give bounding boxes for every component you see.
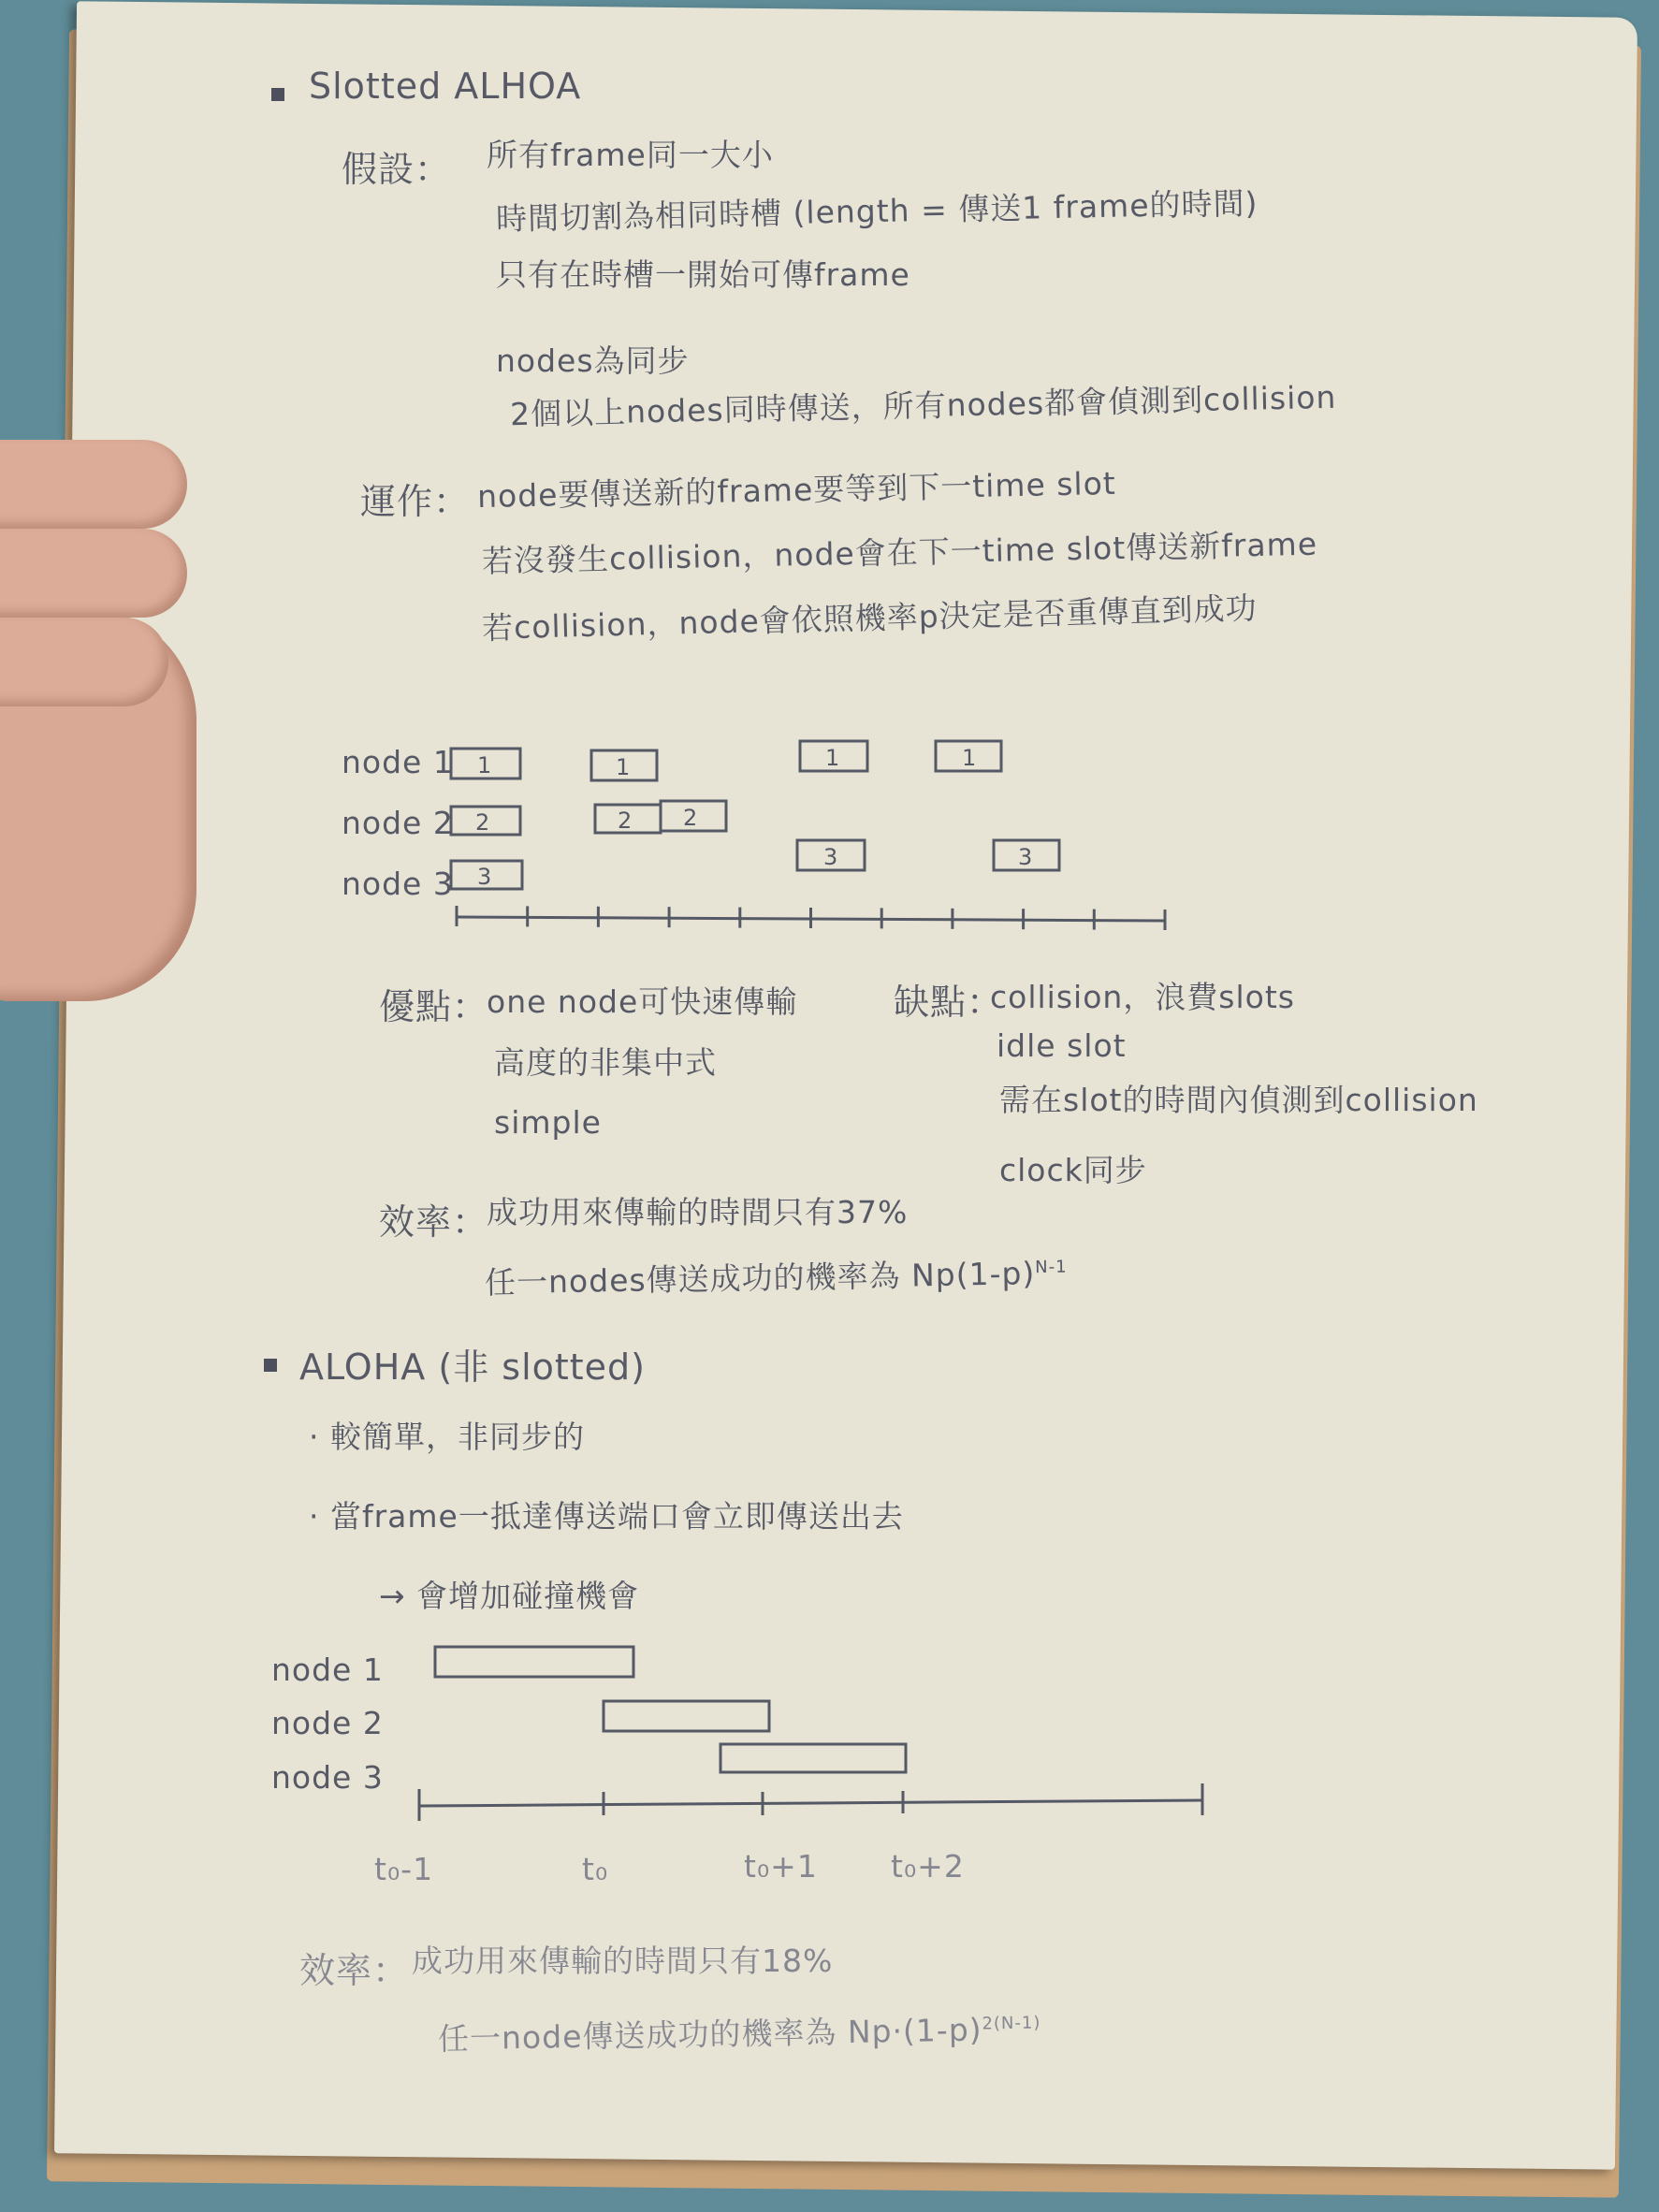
aloha-efficiency-exponent: 2(N-1) [982,2013,1041,2034]
frame-box-label: 3 [477,864,492,890]
aloha-row-label: node 3 [271,1759,384,1796]
slotted-row-label: node 1 [342,744,454,780]
frame-box-label: 1 [825,745,840,771]
assumptions-label: 假設： [342,149,452,190]
frame-box-label: 2 [683,805,698,831]
cons-item: 需在slot的時間內偵測到collision [999,1082,1478,1118]
aloha-row-label: node 1 [271,1652,384,1688]
operation-2: 若沒發生collision，node會在下一time slot傳送新frame [481,525,1318,580]
pros-item: one node可快速傳輸 [487,983,798,1020]
operation-1: node要傳送新的frame要等到下一time slot [476,464,1117,516]
aloha-point: · 當frame一抵達傳送端口會立即傳送出去 [309,1498,904,1535]
assumption-2: 時間切割為相同時槽 (length = 傳送1 frame的時間) [495,184,1259,238]
tick-label: t₀ [582,1851,609,1887]
frame-box-label: 2 [475,809,490,836]
cons-item: clock同步 [999,1152,1147,1188]
assumption-4: nodes為同步 [496,342,690,379]
operation-3: 若collision，node會依照機率p決定是否重傳直到成功 [481,589,1259,647]
tick-label: t₀+1 [744,1848,818,1885]
aloha-point-text: 當frame一抵達傳送端口會立即傳送出去 [329,1498,904,1535]
efficiency-label: 效率： [379,1201,489,1243]
aloha-time-axis [419,1800,1202,1806]
cons-label: 缺點： [894,982,1004,1023]
assumption-5: 2個以上nodes同時傳送，所有nodes都會偵測到collision [509,378,1337,433]
frame-box-label: 3 [1018,844,1033,870]
pros-item: 高度的非集中式 [494,1044,717,1081]
efficiency-line: 成功用來傳輸的時間只有37% [487,1194,909,1230]
cons-item: idle slot [997,1027,1127,1064]
pros-label: 優點： [379,986,489,1027]
assumption-3: 只有在時槽一開始可傳frame [496,256,910,293]
assumption-1: 所有frame同一大小 [487,137,774,173]
slotted-row-label: node 2 [342,805,454,841]
frame-bar-node1 [435,1647,633,1677]
efficiency-exponent: N-1 [1034,1257,1068,1278]
frame-box-label: 1 [477,752,492,779]
section-heading-slotted: Slotted ALHOA [309,65,582,107]
cons-item: collision，浪費slots [990,979,1295,1015]
aloha-efficiency-label: 效率： [299,1950,410,1991]
frame-box-label: 2 [618,808,633,834]
operation-label: 運作： [360,481,471,522]
aloha-point-text: 較簡單，非同步的 [329,1419,585,1455]
slotted-row-label: node 3 [342,866,454,902]
frame-box-label: 1 [962,745,977,771]
arrow-note: → 會增加碰撞機會 [379,1578,640,1614]
tick-label: t₀-1 [374,1851,434,1887]
pros-item: simple [494,1104,602,1141]
frame-bar-node3 [720,1744,906,1772]
aloha-efficiency-line: 成功用來傳輸的時間只有18% [412,1943,834,1979]
frame-box-label: 1 [616,754,631,780]
frame-bar-node2 [604,1701,769,1731]
aloha-efficiency-text: 任一node傳送成功的機率為 Np·(1-p) [437,2011,982,2058]
frame-box-label: 3 [823,844,838,870]
aloha-point: · 較簡單，非同步的 [309,1419,585,1455]
efficiency-text: 任一nodes傳送成功的機率為 Np(1-p) [484,1255,1036,1302]
tick-label: t₀+2 [891,1848,965,1885]
aloha-row-label: node 2 [271,1705,384,1741]
section-heading-aloha: ALOHA (非 slotted) [299,1346,647,1388]
